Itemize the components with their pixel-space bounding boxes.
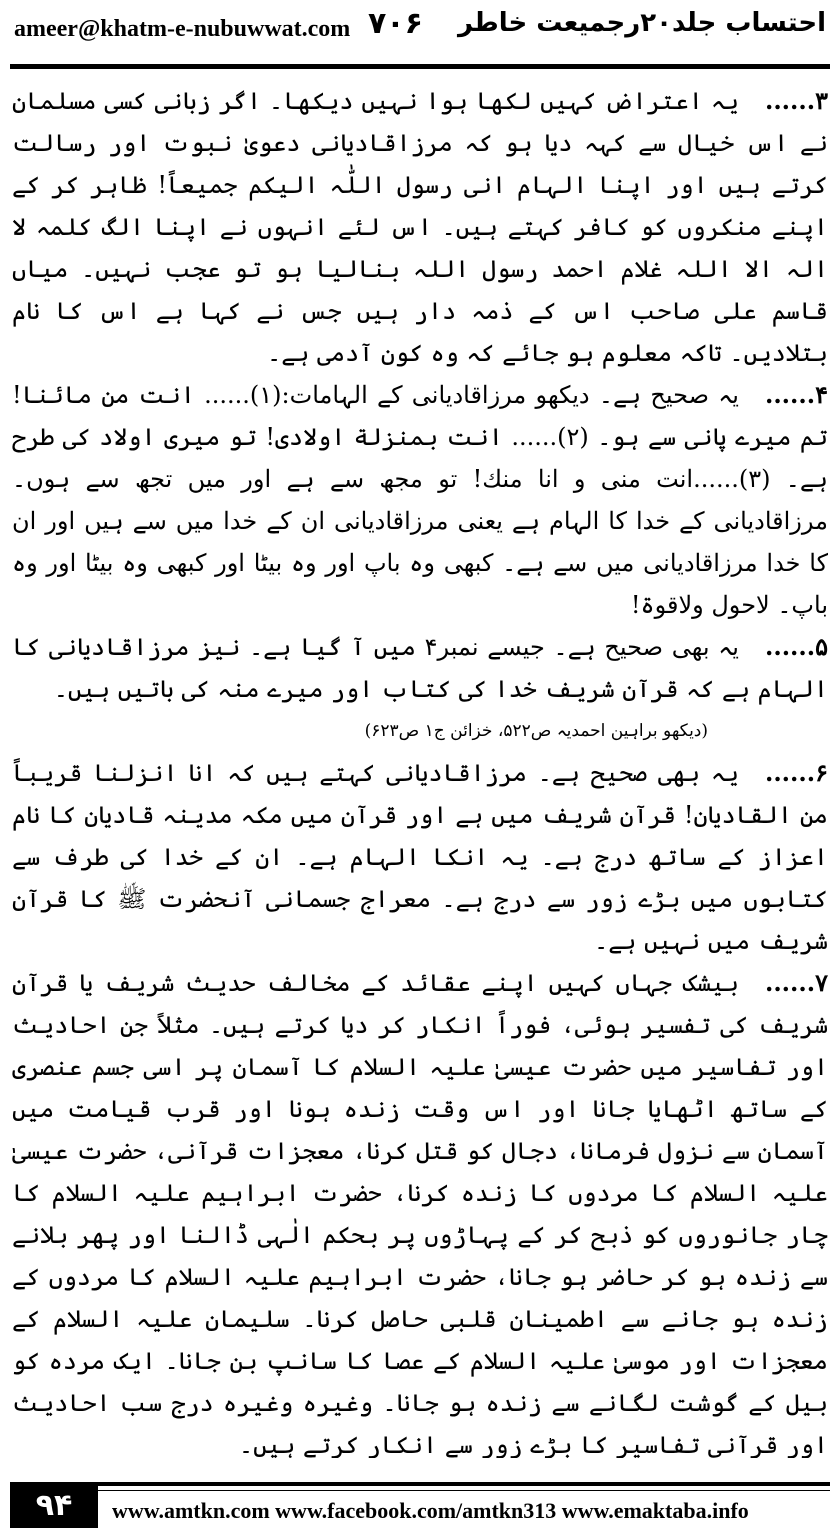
header-rule [10, 64, 830, 69]
footer-rule-thin [98, 1490, 830, 1491]
paragraph-number: ۷...... [764, 968, 828, 997]
paragraph-text: یہ اعتراض کہیں لکھا ہوا نہیں دیکھا۔ اگر زبانی کسی مسلمان نے اس خیال سے کہہ دیا ہو کہ مرزاقادیانی دعویٰ نبوت اور رسالت کرتے ہیں اور اپنا الہام انی رسول اللّٰہ الیکم جمیعاً! ظاہر کر کے اپنے منکروں کو کافر کہتے ہیں۔ اس لئے انہوں نے اپنا الگ کلمہ لا الہ الا اللہ غلام احمد رسول اللہ بنالیا ہو تو عجب نہیں۔ میاں قاسم علی صاحب اس کے ذمہ دار ہیں جس نے کہا ہے اس کا نام بتلادیں۔ تاکہ معلوم ہو جائے کہ وہ کون آدمی ہے۔ [12, 87, 828, 367]
header-email: ameer@khatm-e-nubuwwat.com [14, 16, 351, 42]
footer-page-badge: ۹۴ [10, 1482, 98, 1528]
paragraph-number: ۵...... [764, 632, 828, 661]
page-number: ۷۰۶ [368, 6, 423, 41]
paragraph-text: یہ صحیح ہے۔ دیکھو مرزاقادیانی کے الہامات:(۱)...... انت من مائنا! تم میرے پانی سے ہو۔ (۲)...... انت بمنزلة اولادی! تو میری اولاد کی طرح ہے۔ (۳)......انت منی و انا منك! تو مجھ سے ہے اور میں تجھ سے ہوں۔ مرزاقادیانی کے خدا کا الہام ہے یعنی مرزاقادیانی ان کے خدا میں سے ہیں اور ان کا خدا مرزاقادیانی میں سے ہے۔ کبھی وہ باپ اور وہ بیٹا اور کبھی وہ بیٹا اور وہ باپ۔ لاحول ولاقوۃ! [12, 381, 828, 619]
paragraph-number: ۶...... [764, 758, 828, 787]
paragraph-text: یہ بھی صحیح ہے۔ مرزاقادیانی کہتے ہیں کہ انا انزلنا قریباً من القادیان! قرآن شریف میں ہے اور قرآن میں مکہ مدینہ قادیان کا نام اعزاز کے ساتھ درج ہے۔ یہ انکا الہام ہے۔ ان کے خدا کی طرف سے کتابوں میں بڑے زور سے درج ہے۔ معراج جسمانی آنحضرت ﷺ کا قرآن شریف میں نہیں ہے۔ [12, 759, 828, 955]
paragraph-7 [12, 962, 828, 1458]
paragraph-number: ۳...... [764, 86, 828, 115]
paragraph-3 [12, 80, 828, 374]
paragraph-4 [12, 374, 828, 626]
paragraph-5 [12, 626, 828, 710]
page-body [12, 80, 828, 1458]
page-header [0, 0, 840, 70]
paragraph-number: ۴...... [764, 380, 828, 409]
paragraph-6 [12, 752, 828, 962]
citation: (دیکھو براہین احمدیہ ص۵۲۲، خزائن ج۱ ص۶۲۳) [364, 721, 708, 741]
paragraph-text: یہ بھی صحیح ہے۔ جیسے نمبر۴ میں آ گیا ہے۔ نیز مرزاقادیانی کا الہام ہے کہ قرآن شریف خدا کی کتاب اور میرے منہ کی باتیں ہیں۔ [12, 633, 828, 703]
page-footer [0, 1468, 840, 1540]
footer-links: www.amtkn.com www.facebook.com/amtkn313 www.emaktaba.info [112, 1498, 749, 1523]
footer-rule-thick [98, 1482, 830, 1486]
running-title: احتساب جلد۲۰رجمیعت خاطر [458, 8, 826, 38]
paragraph-text: بیشک جہاں کہیں اپنے عقائد کے مخالف حدیث شریف یا قرآن شریف کی تفسیر ہوئی، فوراً انکار کر دیا کرتے ہیں۔ مثلاً جن احادیث اور تفاسیر میں حضرت عیسیٰ علیہ السلام کا آسمان پر اسی جسم عنصری کے ساتھ اٹھایا جانا اور اس وقت زندہ ہونا اور قرب قیامت میں آسمان سے نزول فرمانا، دجال کو قتل کرنا، معجزات قرآنی، حضرت عیسیٰ علیہ السلام کا مردوں کا زندہ کرنا، حضرت ابراہیم علیہ السلام کا چار جانوروں کو ذبح کر کے پہاڑوں پر بحکم الٰہی ڈالنا اور پھر بلانے سے زندہ ہو کر حاضر ہو جانا، حضرت ابراہیم علیہ السلام کا مردوں کے زندہ ہو جانے سے اطمینان قلبی حاصل کرنا۔ سلیمان علیہ السلام کے معجزات اور موسیٰ علیہ السلام کے عصا کا سانپ بن جانا۔ ایک مردہ کو بیل کے گوشت لگانے سے زندہ ہو جانا۔ وغیرہ وغیرہ درج سب احادیث اور قرآنی تفاسیر کا بڑے زور سے انکار کرتے ہیں۔ [12, 969, 828, 1458]
